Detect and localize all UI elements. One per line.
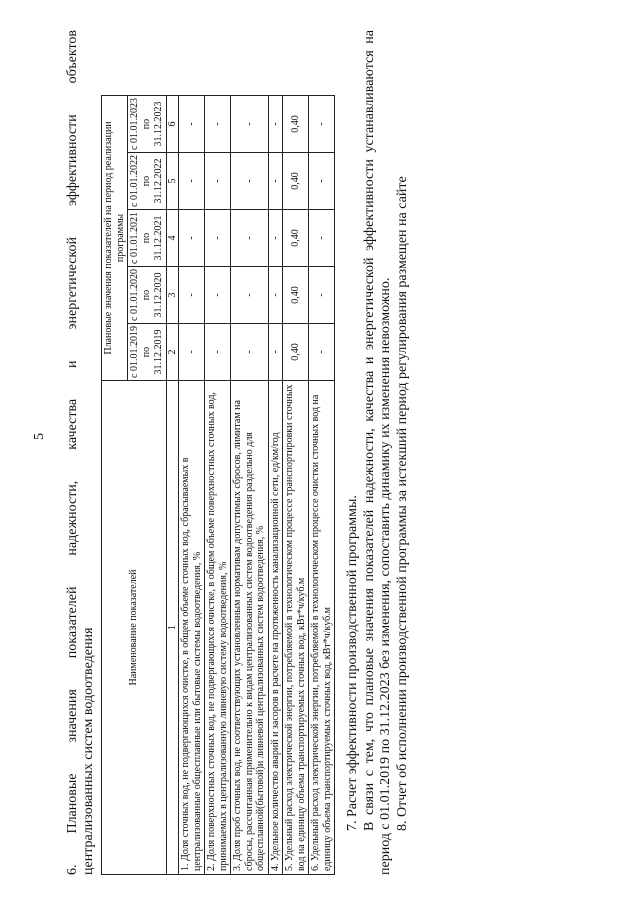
column-index: 2 <box>167 324 179 381</box>
row-value: - <box>179 96 205 153</box>
row-value: 0,40 <box>283 267 309 324</box>
row-value: - <box>231 324 269 381</box>
header-period-2019: с 01.01.2019 по 31.12.2019 <box>128 324 167 381</box>
rotated-content <box>65 30 640 875</box>
table-row <box>268 96 283 875</box>
row-value: 0,40 <box>283 96 309 153</box>
table-row <box>179 96 205 875</box>
row-value: - <box>268 267 283 324</box>
row-value: - <box>268 153 283 210</box>
header-planned-values: Плановые значения показателей на период реализации программы <box>102 96 128 381</box>
row-value: - <box>179 153 205 210</box>
row-value: - <box>231 267 269 324</box>
column-index: 3 <box>167 267 179 324</box>
section-6-heading-line1: 6. Плановые значения показателей надежности, качества и энергетической эффективности объектов <box>65 30 80 875</box>
table-row <box>205 96 231 875</box>
row-indicator-name: 6. Удельный расход электрической энергии, потребляемой в технологическом процессе очистки сточных вод на единицу объема транспортируемых сточных вод, кВт*ч/куб.м <box>309 381 335 875</box>
row-value: - <box>309 153 335 210</box>
column-index: 6 <box>167 96 179 153</box>
table-row <box>309 96 335 875</box>
row-value: - <box>309 210 335 267</box>
row-indicator-name: 2. Доля поверхностных сточных вод, не подвергающихся очистке, в общем объеме поверхностных сточных вод, принимаемых в централизованную ливневую систему водоотведения, % <box>205 381 231 875</box>
header-period-2022: с 01.01.2022 по 31.12.2022 <box>128 153 167 210</box>
row-value: - <box>268 324 283 381</box>
page-number: 5 <box>32 433 47 440</box>
row-value: - <box>231 96 269 153</box>
row-value: - <box>309 96 335 153</box>
row-value: - <box>205 153 231 210</box>
row-indicator-name: 4. Удельное количество аварий и засоров в расчете на протяженность канализационной сети, ед/км/год <box>268 381 283 875</box>
row-value: 0,40 <box>283 210 309 267</box>
section-6-heading <box>65 30 97 875</box>
header-period-2023: с 01.01.2023 по 31.12.2023 <box>128 96 167 153</box>
row-value: - <box>205 210 231 267</box>
header-indicator-name: Наименование показателей <box>102 381 167 875</box>
column-index: 4 <box>167 210 179 267</box>
row-value: - <box>179 210 205 267</box>
row-value: - <box>268 210 283 267</box>
column-index: 1 <box>167 381 179 875</box>
row-value: 0,40 <box>283 324 309 381</box>
header-period-2021: с 01.01.2021 по 31.12.2021 <box>128 210 167 267</box>
table-row <box>231 96 269 875</box>
section-7-title: 7. Расчет эффективности производственной программы. <box>345 495 360 831</box>
row-value: - <box>179 324 205 381</box>
header-period-2020: с 01.01.2020 по 31.12.2020 <box>128 267 167 324</box>
row-value: - <box>231 210 269 267</box>
section-7-text: В связи с тем, что плановые значения показателей надежности, качества и энергетической эффективности устанавливаются на период с 01.01.2019 по 31.12.2023 без изменения, сопоставить динамику их изменения невозможно. <box>361 30 393 875</box>
row-indicator-name: 1. Доля сточных вод, не подвергающихся очистке, в общем объеме сточных вод, сбрасываемых в централизованные общесплавные или бытовые системы водоотведения, % <box>179 381 205 875</box>
section-6-heading-line2: централизованных систем водоотведения <box>81 627 96 875</box>
row-value: - <box>205 324 231 381</box>
row-value: - <box>268 96 283 153</box>
column-index: 5 <box>167 153 179 210</box>
row-value: - <box>205 96 231 153</box>
section-8-text: 8. Отчет об исполнении производственной программы за истекший период регулирования размещен на сайте <box>394 176 410 831</box>
table-row <box>283 96 309 875</box>
row-value: - <box>205 267 231 324</box>
column-index-row <box>167 96 179 875</box>
row-indicator-name: 3. Доля проб сточных вод, не соответствующих установленным нормативам допустимых сбросов, лимитам на сбросы, рассчитанная применительно к видам централизованных систем водоотведения раздельно для общесплавной(бытовой)и ливневой централизованных систем водоотведения, % <box>231 381 269 875</box>
indicators-table <box>101 95 335 875</box>
row-value: - <box>309 324 335 381</box>
row-value: - <box>179 267 205 324</box>
row-value: 0,40 <box>283 153 309 210</box>
row-value: - <box>309 267 335 324</box>
row-indicator-name: 5. Удельный расход электрической энергии, потребляемой в технологическом процессе транспортировки сточных вод на единицу объема транспортируемых сточных вод, кВт*ч/куб.м <box>283 381 309 875</box>
row-value: - <box>231 153 269 210</box>
